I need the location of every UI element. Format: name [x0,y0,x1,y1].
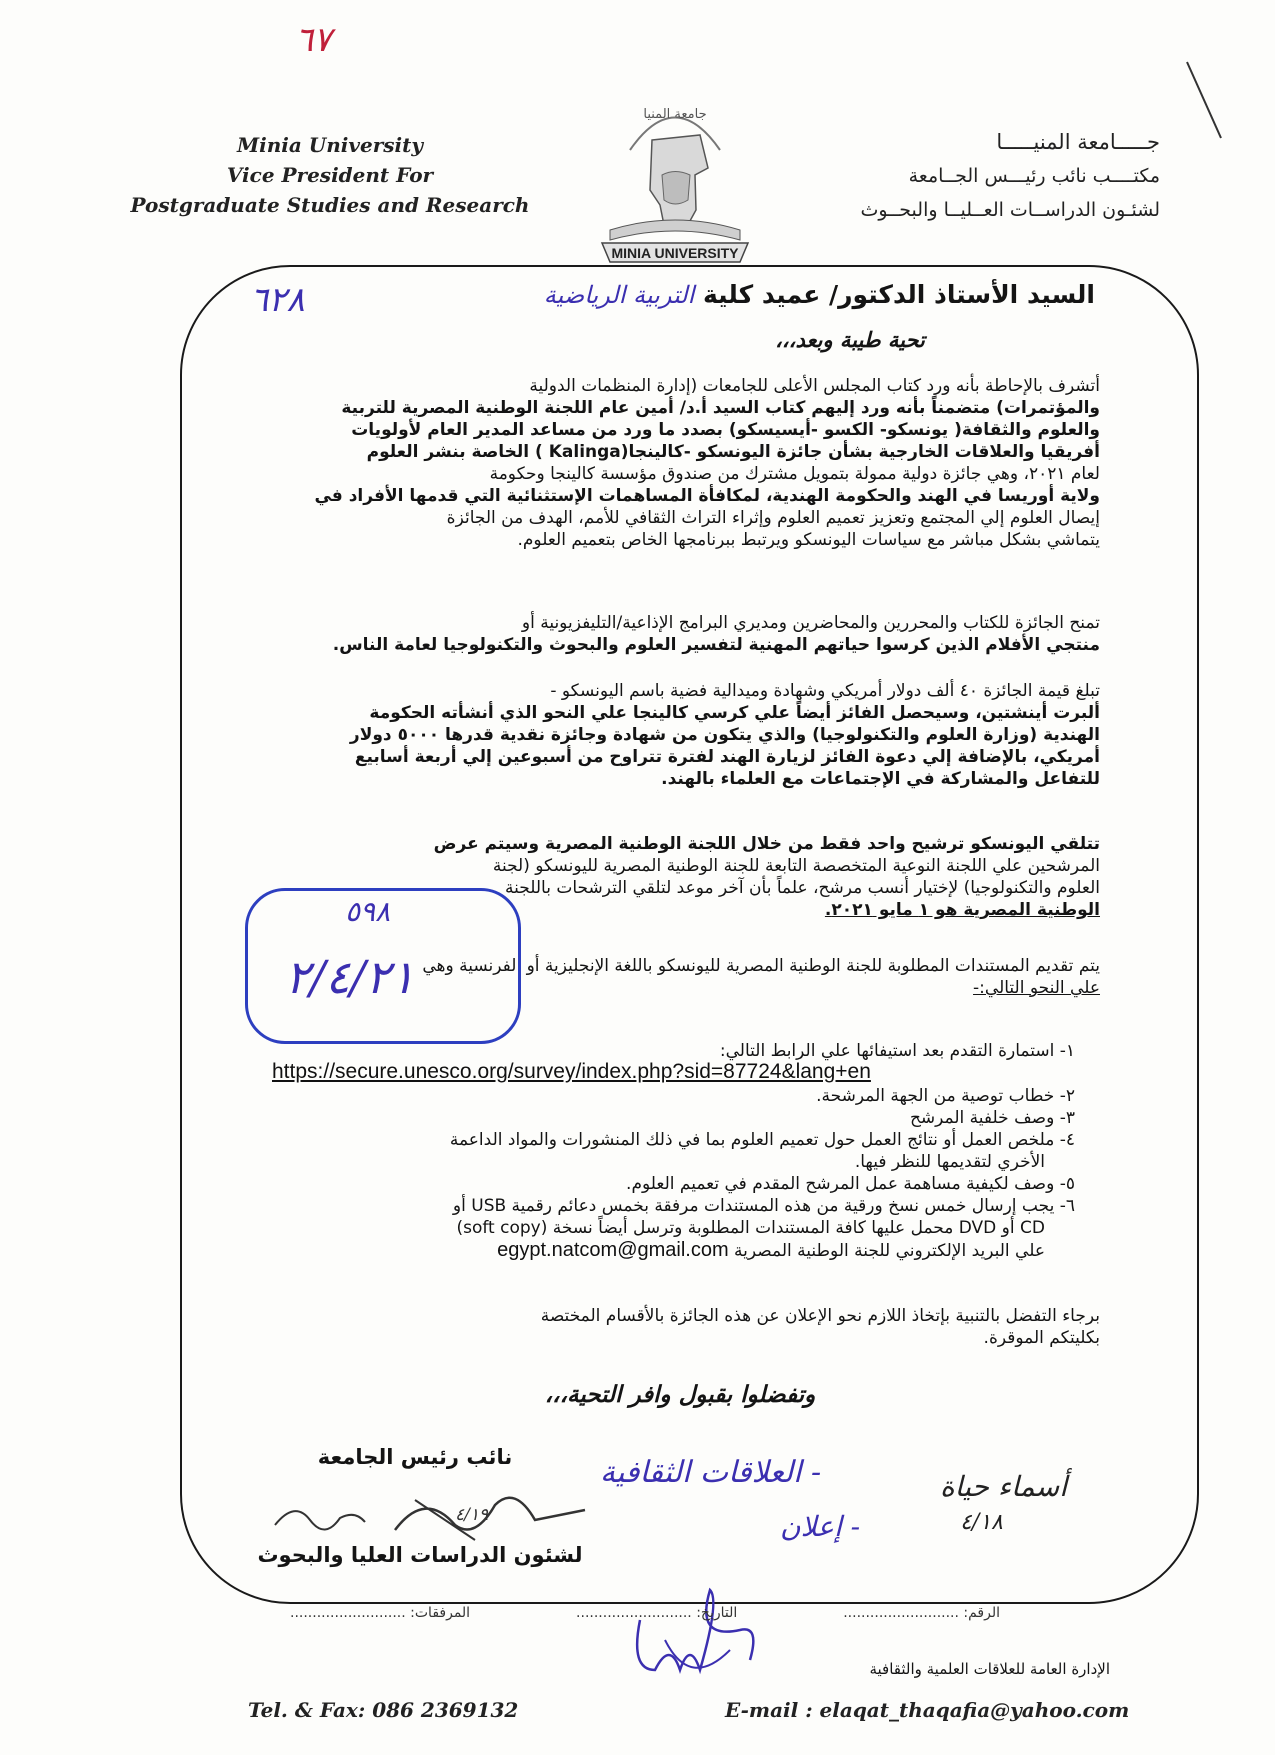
addressee-line [240,280,1095,309]
paragraph-2 [235,612,1100,656]
text-line: الهندية (وزارة العلوم والتكنولوجيا) والذي يتكون من شهادة وجائزة نقدية قدرها ٥٠٠٠ دولار [349,725,1100,745]
header-ar-line: لشئـون الدراســات العــليــا والبحــوث [860,199,1160,221]
text-line: أتشرف بالإحاطة بأنه ورد كتاب المجلس الأعلى للجامعات (إدارة المنظمات الدولية [529,376,1100,396]
text-line: ولاية أوريسا في الهند والحكومة الهندية، لمكافأة المساهمات الإستثنائية التي قدمها الأفراد في [314,486,1100,506]
list-item [225,1239,1075,1262]
arabic-header [800,125,1160,227]
text-line: لعام ٢٠٢١، وهي جائزة دولية ممولة بتمويل مشترك من صندوق مؤسسة كالينجا وحكومة [489,464,1100,484]
list-item: ٦- يجب إرسال خمس نسخ ورقية من هذه المستندات مرفقة بخمس دعائم رقمية USB أو [452,1196,1075,1216]
logo-arabic-text: جامعة المنيا [643,107,707,122]
date-field: التاريخ: .......................... [576,1605,738,1621]
signature-title-1: نائب رئيس الجامعة [317,1445,513,1469]
text-line: علي النحو التالي:- [973,978,1100,998]
list-item: CD أو DVD محمل عليها كافة المستندات المطلوبة وترسل أيضاً نسخة (soft copy) [456,1218,1045,1238]
paragraph-3 [235,680,1100,790]
handwritten-signature [265,1480,595,1550]
header-en-line: Minia University [237,133,423,157]
list-item: ١- استمارة التقدم بعد استيفائها علي الرابط التالي: [719,1041,1075,1061]
text-line: والمؤتمرات) متضمناً بأنه ورد إليهم كتاب السيد أ.د/ أمين عام اللجنة الوطنية المصرية للتربية [341,398,1100,418]
footer-fields [290,1605,1000,1621]
text-line: بكليتكم الموقرة. [983,1328,1100,1348]
paragraph-1 [235,375,1100,551]
logo-text: MINIA UNIVERSITY [611,245,739,261]
text-line: تتلقي اليونسكو ترشيح واحد فقط من خلال اللجنة الوطنية المصرية وسيتم عرض [433,834,1100,854]
list-item: ٥- وصف لكيفية مساهمة عمل المرشح المقدم في تعميم العلوم. [626,1174,1075,1194]
english-header [130,130,530,220]
list-item: ٤- ملخص العمل أو نتائج العمل حول تعميم العلوم بما في ذلك المنشورات والمواد الداعمة [449,1130,1075,1150]
note-names: أسماء حياة [940,1470,1067,1503]
header-ar-line: جـــــامعة المنيـــــا [996,130,1160,154]
header-en-line: Postgraduate Studies and Research [130,193,530,217]
text-line: والعلوم والثقافة( يونسكو- الكسو -أيسيسكو) بصدد ما ورد من مساعد المدير العام لأولويات [351,420,1100,440]
text-line: المرشحين علي اللجنة النوعية المتخصصة التابعة للجنة الوطنية المصرية لليونسكو (لجنة [492,856,1100,876]
text-line: العلوم والتكنولوجيا) لإختيار أنسب مرشح، علماً بأن آخر موعد لتلقي الترشحات باللجنة [505,878,1100,898]
header-ar-line: مكتــــب نائب رئيـــس الجــامعة [908,165,1160,187]
footer-email[interactable]: E-mail : elaqat_thaqafia@yahoo.com [725,1698,1130,1722]
email-label: علي البريد الإلكتروني للجنة الوطنية المصرية [734,1241,1045,1261]
signature-date: ٤/١٩ [455,1505,489,1525]
text-line: يتم تقديم المستندات المطلوبة للجنة الوطنية المصرية لليونسكو باللغة الإنجليزية أو الفرنسية وهي [422,956,1100,976]
farewell: وتفضلوا بقبول وافر التحية،،، [544,1382,816,1408]
list-item: الأخري لتقديمها للنظر فيها. [854,1152,1045,1172]
handwritten-faculty: التربية الرياضية [543,281,695,309]
header-en-line: Vice President For [226,163,434,187]
text-line: إيصال العلوم إلي المجتمع وتعزيز تعميم العلوم وإثراء التراث الثقافي للأمم، الهدف من الجائزة [446,508,1100,528]
requirements-list-cont [225,1085,1075,1262]
text-line: أفريقيا والعلاقات الخارجية بشأن جائزة اليونسكو -كالينجا(Kalinga ) الخاصة بنشر العلوم [366,442,1100,462]
page-number: ٦٧ [295,20,332,60]
list-item: ٣- وصف خلفية المرشح [909,1108,1075,1128]
text-line: أمريكي، بالإضافة إلي دعوة الفائز لزيارة الهند لفترة تتراوح من أسبوعين إلي أربعة أسابيع [354,747,1100,767]
text-line: منتجي الأفلام الذين كرسوا حياتهم المهنية لتفسير العلوم والبحوث والتكنولوجيا لعامة الناس. [332,635,1100,655]
text-line: الوطنية المصرية هو ١ مايو ٢٠٢١. [824,900,1100,920]
university-logo [590,80,760,265]
footer-tel: Tel. & Fax: 086 2369132 [248,1698,519,1722]
text-line: برجاء التفضل بالتنبية بإتخاذ اللازم نحو الإعلان عن هذه الجائزة بالأقسام المختصة [540,1306,1100,1326]
department-name: الإدارة العامة للعلاقات العلمية والثقافية [869,1660,1110,1678]
text-line: يتماشي بشكل مباشر مع سياسات اليونسكو ويرتبط ببرنامجها الخاص بتعميم العلوم. [517,530,1100,550]
addressee-printed: السيد الأستاذ الدكتور/ عميد كلية [703,280,1095,309]
note-other: - إعلان [780,1510,861,1543]
survey-link[interactable]: https://secure.unesco.org/survey/index.php?sid=87724&lang+en [272,1060,871,1083]
note-cultural-relations: - العلاقات الثقافية [600,1455,822,1490]
natcom-email[interactable]: egypt.natcom@gmail.com [497,1239,729,1261]
requirements-list [225,1040,1075,1062]
text-line: تمنح الجائزة للكتاب والمحررين والمحاضرين ومديري البرامج الإذاعية/التليفزيونية أو [521,613,1100,633]
stamp-date: ٢/٤/٢١ [285,950,415,1004]
number-field: الرقم: .......................... [843,1605,1000,1621]
closing-request [235,1305,1100,1349]
text-line: ألبرت أينشتين، وسيحصل الفائز أيضاً علي كرسي كالينجا علي النحو الذي أنشأته الحكومة [369,703,1100,723]
greeting: تحية طيبة وبعد،،، [775,328,925,352]
text-line: تبلغ قيمة الجائزة ٤٠ ألف دولار أمريكي وشهادة وميدالية فضية باسم اليونسكو - [550,681,1100,701]
signature-title-2: لشئون الدراسات العليا والبحوث [257,1543,583,1567]
list-item: ٢- خطاب توصية من الجهة المرشحة. [816,1086,1075,1106]
attachments-field: المرفقات: .......................... [290,1605,471,1621]
handwritten-initials [620,1580,770,1700]
stamp-number: ٥٩٨ [345,895,391,928]
scan-edge-mark [1185,60,1225,140]
note-date: ٤/١٨ [960,1510,1003,1535]
handwritten-number: ٦٢٨ [250,280,305,320]
text-line: للتفاعل والمشاركة في الإجتماعات مع العلماء بالهند. [661,769,1100,789]
